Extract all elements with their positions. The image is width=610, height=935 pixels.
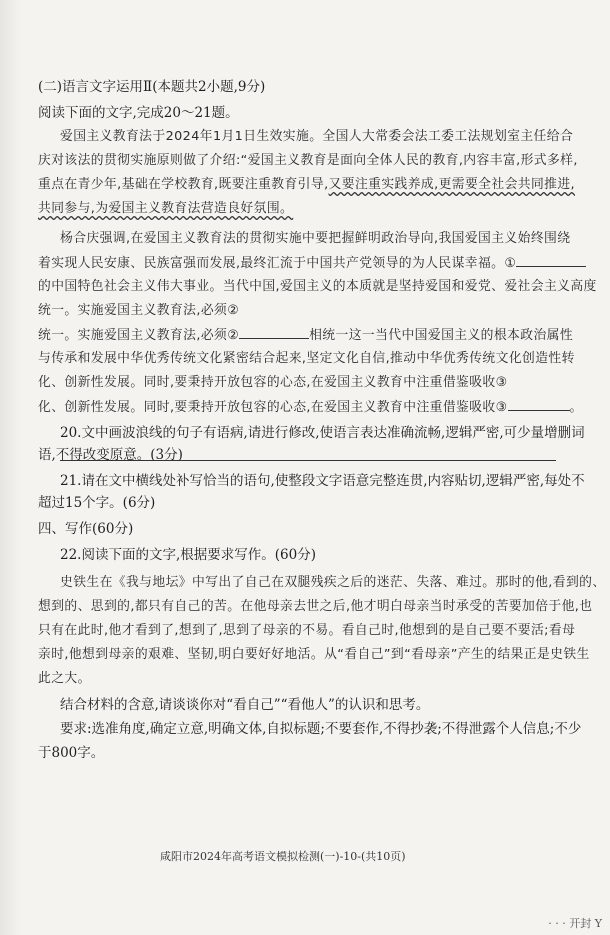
passage-line-4 bbox=[38, 200, 574, 218]
answer-line-q20[interactable] bbox=[60, 460, 556, 461]
passage-line-6: 着实现人民安康、民族富强而发展,最终汇流于中国共产党领导的为人民谋幸福。① bbox=[38, 254, 574, 273]
material-line-2: 想到的、思到的,都只有自己的苦。在他母亲去世之后,他才明白母亲当时承受的苦要加倍于他,也 bbox=[38, 599, 593, 614]
blank-1[interactable] bbox=[516, 254, 586, 267]
question-21-line-1: 21.请在文中横线处补写恰当的语句,使整段文字语意完整连贯,内容贴切,逻辑严密,每处不 bbox=[60, 473, 585, 489]
page-shadow bbox=[0, 0, 22, 935]
wavy-underlined-sentence-end: 共同参与,为爱国主义教育法营造良好氛围。 bbox=[38, 201, 294, 216]
material-line-4: 亲时,他想到母亲的艰难、坚韧,明白要好好地活。从“看自己”到“看母亲”产生的结果正是史铁生 bbox=[38, 647, 590, 662]
reading-instruction: 阅读下面的文字,完成20～21题。 bbox=[38, 105, 239, 121]
corner-mark: · · · 开封 Y bbox=[548, 917, 602, 930]
writing-prompt: 结合材料的含意,请谈谈你对“看自己”“看他人”的认识和思考。 bbox=[60, 697, 430, 713]
passage-line-5: 杨合庆强调,在爱国主义教育法的贯彻实施中要把握鲜明政治导向,我国爱国主义始终围绕 bbox=[60, 231, 571, 246]
material-line-5: 此之大。 bbox=[38, 671, 91, 686]
writing-requirements-2: 于800字。 bbox=[38, 745, 105, 761]
material-line-3: 只有在此时,他才看到了,想到了,思到了母亲的不易。看自己时,他想到的是自己要不要活;看母 bbox=[38, 623, 576, 638]
question-22-heading: 22.阅读下面的文字,根据要求写作。(60分) bbox=[60, 547, 316, 563]
blank-3[interactable] bbox=[508, 398, 570, 411]
question-20-line-1: 20.文中画波浪线的句子有语病,请进行修改,使语言表达准确流畅,逻辑严密,可少量增删词 bbox=[60, 425, 585, 441]
page-footer: 咸阳市2024年高考语文模拟检测(一)-10-(共10页) bbox=[160, 850, 406, 863]
passage-line-7: 的中国特色社会主义伟大事业。当代中国,爱国主义的本质就是坚持爱国和爱党、爱社会主义高度 bbox=[38, 279, 597, 294]
passage-line-2: 庆对该法的贯彻实施原则做了介绍:“爱国主义教育是面向全体人民的教育,内容丰富,形式多样, bbox=[38, 153, 578, 168]
writing-section-heading: 四、写作(60分) bbox=[38, 521, 134, 537]
material-line-1: 史铁生在《我与地坛》中写出了自己在双腿残疾之后的迷茫、失落、难过。那时的他,看到的、 bbox=[60, 575, 606, 590]
passage-line-10: 与传承和发展中华优秀传统文化紧密结合起来,坚定文化自信,推动中华优秀传统文化创造性转 bbox=[38, 351, 575, 366]
passage-line-11: 化、创新性发展。同时,要秉持开放包容的心态,在爱国主义教育中注重借鉴吸收③ bbox=[38, 375, 508, 390]
passage-line-9: 统一。实施爱国主义教育法,必须② 相统一这一当代中国爱国主义的根本政治属性 bbox=[38, 328, 574, 343]
passage-line-1: 爱国主义教育法于2024年1月1日生效实施。全国人大常委会法工委工法规划室主任给合 bbox=[60, 129, 574, 144]
blank-2[interactable] bbox=[239, 326, 309, 339]
passage-line-8: 统一。实施爱国主义教育法,必须② bbox=[38, 303, 240, 318]
passage-line-3: 重点在青少年,基础在学校教育,既要注重教育引导,又要注重实践养成,更需要全社会共同推进, bbox=[38, 177, 576, 192]
passage-line-12: 化、创新性发展。同时,要秉持开放包容的心态,在爱国主义教育中注重借鉴吸收③ 。 bbox=[38, 400, 583, 415]
writing-requirements-1: 要求:选准角度,确定立意,明确文体,自拟标题;不要套作,不得抄袭;不得泄露个人信息;不少 bbox=[60, 721, 582, 737]
wavy-underlined-sentence: 又要注重实践养成,更需要全社会共同推进, bbox=[328, 177, 576, 192]
question-20-line-2: 语,不得改变原意。(3分) bbox=[38, 447, 183, 463]
question-21-line-2: 超过15个字。(6分) bbox=[38, 495, 156, 511]
section-heading: (二)语言文字运用Ⅱ(本题共2小题,9分) bbox=[38, 79, 266, 95]
